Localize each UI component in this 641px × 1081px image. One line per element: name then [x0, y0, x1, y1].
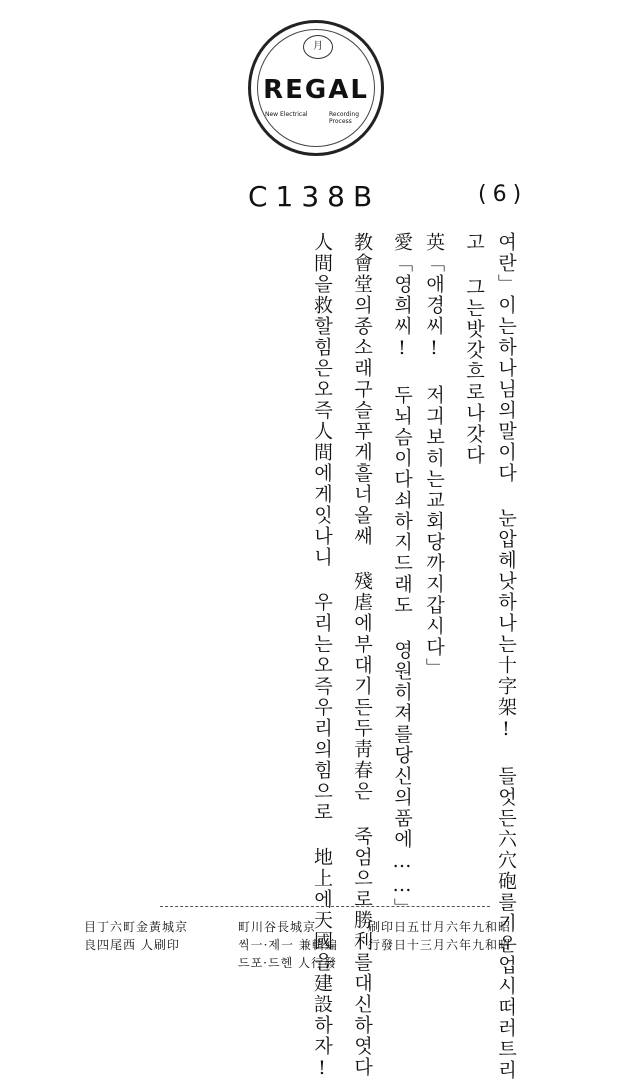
colophon-publish-date: 昭和九年六月三十日發行	[368, 938, 512, 952]
logo-brand: REGAL	[263, 75, 369, 105]
colophon-address: 京城長谷川町	[238, 920, 317, 934]
logo-left-caption: New Electrical	[265, 111, 308, 118]
catalog-number: C138B	[248, 180, 381, 213]
colophon-publisher: 發行人 헨드·포드	[238, 956, 337, 970]
colophon-divider	[160, 906, 490, 913]
lyric-line: 英「애경씨! 저긔보히는교회당까지갑시다」	[423, 232, 445, 679]
logo-right-caption: Recording Process	[329, 111, 360, 125]
logo-emblem: 月	[303, 35, 333, 59]
colophon-printer-address: 京城黃金町六丁目	[84, 920, 189, 934]
colophon-print-date: 昭和九年六月廿五日印刷	[368, 920, 512, 934]
lyric-line: 人間을救할힘은오즉人間에게잇나니 우리는오즉우리의힘으로 地上에天國을建設하자!	[311, 232, 333, 1081]
lyric-line: 고 그는밧갓흐로나갓다	[463, 232, 485, 466]
regal-logo	[248, 20, 384, 156]
lyric-line: 여란」이는하나님의말이다 눈압헤낫하나는十字架! 들엇든六穴砲를기운업시떠러트리	[495, 232, 517, 1081]
lyric-line: 愛「영희씨! 두뇌슴이다쇠하지드래도 영원히져를당신의품에……」	[391, 232, 413, 919]
colophon-editor: 編輯兼 一제·一씩	[238, 938, 338, 952]
colophon-printer: 印刷人 西尾四良	[84, 938, 180, 952]
lyric-line: 教會堂의종소래구슬푸게흘너올쌔 殘虐에부대기든두靑春은 죽엄으로勝利를대신하엿다	[351, 232, 373, 1078]
page-number: (6)	[478, 182, 528, 207]
